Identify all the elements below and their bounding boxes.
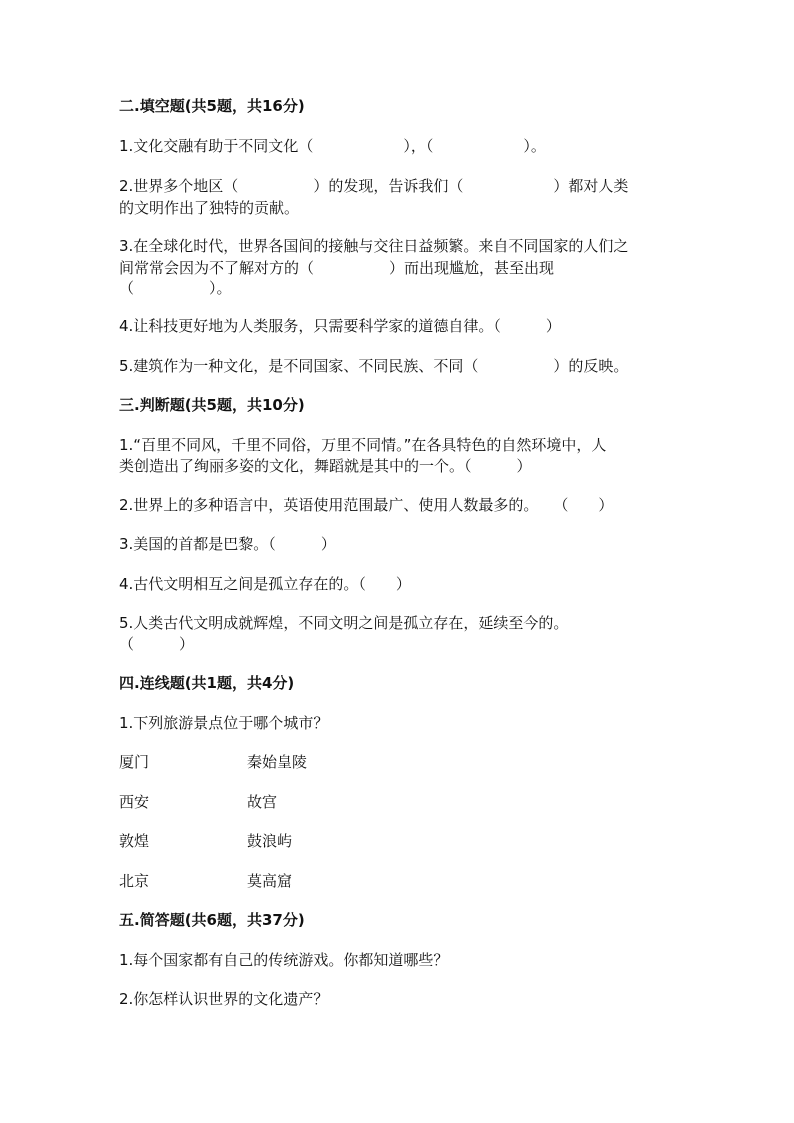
question-text: （ ）	[119, 635, 195, 653]
match-left-item: 敦煌	[119, 832, 150, 850]
question-text: 类创造出了绚丽多姿的文化，舞蹈就是其中的一个。（ ）	[119, 457, 532, 475]
question-text: 3.美国的首都是巴黎。（ ）	[119, 535, 336, 553]
match-left-item: 厦门	[119, 753, 150, 771]
question-text: 4.古代文明相互之间是孤立存在的。（ ）	[119, 575, 411, 593]
section-title-fill-blank: 二.填空题(共5题，共16分)	[119, 97, 305, 115]
question-text: 3.在全球化时代，世界各国间的接触与交往日益频繁。来自不同国家的人们之	[119, 237, 629, 255]
question-text: 1.下列旅游景点位于哪个城市？	[119, 714, 329, 732]
question-text: 2.世界上的多种语言中，英语使用范围最广、使用人数最多的。 （ ）	[119, 496, 614, 514]
match-right-item: 故宫	[247, 793, 278, 811]
question-text: 1.“百里不同风，千里不同俗，万里不同情。”在各具特色的自然环境中，人	[119, 436, 607, 454]
question-text: 间常常会因为不了解对方的（ ）而出现尴尬，甚至出现	[119, 259, 555, 277]
section-title-short-answer: 五.简答题(共6题，共37分)	[119, 911, 305, 929]
section-title-true-false: 三.判断题(共5题，共10分)	[119, 396, 305, 414]
section-title-matching: 四.连线题(共1题，共4分)	[119, 674, 295, 692]
question-text: 1.文化交融有助于不同文化（ ），（ ）。	[119, 137, 546, 155]
match-right-item: 鼓浪屿	[247, 832, 293, 850]
question-text: 2.你怎样认识世界的文化遗产？	[119, 990, 329, 1008]
question-text: （ ）。	[119, 279, 232, 297]
question-text: 5.人类古代文明成就辉煌，不同文明之间是孤立存在，延续至今的。	[119, 614, 569, 632]
match-right-item: 莫高窟	[247, 872, 293, 890]
question-text: 1.每个国家都有自己的传统游戏。你都知道哪些？	[119, 951, 449, 969]
match-left-item: 北京	[119, 872, 150, 890]
question-text: 5.建筑作为一种文化，是不同国家、不同民族、不同（ ）的反映。	[119, 357, 629, 375]
match-left-item: 西安	[119, 793, 150, 811]
question-text: 4.让科技更好地为人类服务，只需要科学家的道德自律。（ ）	[119, 317, 561, 335]
question-text: 2.世界多个地区（ ）的发现，告诉我们（ ）都对人类	[119, 177, 629, 195]
match-right-item: 秦始皇陵	[247, 753, 308, 771]
question-text: 的文明作出了独特的贡献。	[119, 199, 300, 217]
